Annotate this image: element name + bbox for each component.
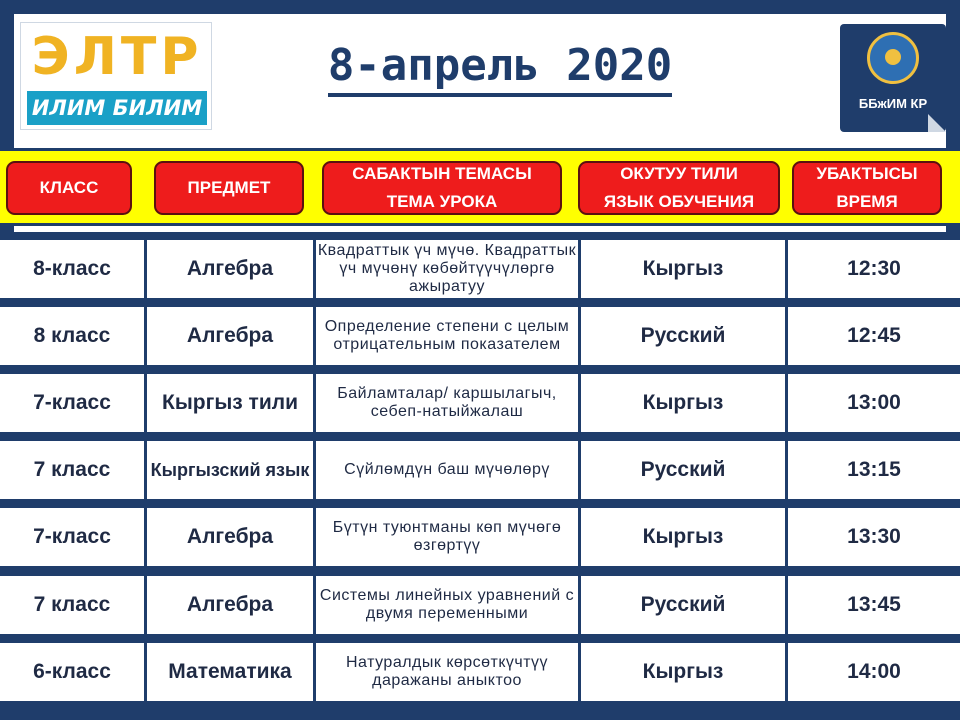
class-cell: 8 класс xyxy=(33,324,111,347)
column-header-label: ПРЕДМЕТ xyxy=(187,178,271,197)
subject-cell: Алгебра xyxy=(186,257,274,280)
topic-cell: Бүтүн туюнтманы көп мүчөгө өзгөртүү xyxy=(332,519,562,554)
table-row xyxy=(0,374,960,432)
column-header-language xyxy=(578,161,780,215)
column-header-label: ТЕМА УРОКА xyxy=(386,192,498,211)
column-header-label: САБАКТЫН ТЕМАСЫ xyxy=(352,164,532,183)
language-cell: Кыргыз xyxy=(642,391,724,414)
time-cell: 13:00 xyxy=(847,391,901,414)
subject-cell: Алгебра xyxy=(186,324,274,347)
time-cell: 12:45 xyxy=(847,324,901,347)
table-row xyxy=(0,307,960,365)
time-cell: 13:15 xyxy=(847,458,901,481)
column-header-time xyxy=(792,161,942,215)
column-header-label: УБАКТЫСЫ xyxy=(816,164,918,183)
subject-cell: Кыргыз тили xyxy=(162,391,298,414)
language-cell: Русский xyxy=(640,324,726,347)
row-divider xyxy=(0,633,960,643)
eltr-logo-text: ЭЛТР xyxy=(31,27,203,87)
column-header-label: ВРЕМЯ xyxy=(836,192,898,211)
topic-cell: Натуралдык көрсөткүчтүү даражаны аныктоо xyxy=(345,654,549,689)
subject-cell: Алгебра xyxy=(186,593,274,616)
row-divider xyxy=(0,297,960,307)
class-cell: 7 класс xyxy=(33,458,111,481)
topic-cell: Системы линейных уравнений с двумя переменными xyxy=(319,587,575,622)
class-cell: 7 класс xyxy=(33,593,111,616)
table-row xyxy=(0,643,960,701)
row-divider xyxy=(0,700,960,720)
time-cell: 12:30 xyxy=(847,257,901,280)
class-cell: 7-класс xyxy=(33,525,111,548)
page-title xyxy=(300,40,700,91)
ilim-bilim-label: ИЛИМ БИЛИМ xyxy=(27,91,207,125)
subject-cell: Кыргызский язык xyxy=(150,460,310,480)
table-row xyxy=(0,508,960,566)
time-cell: 14:00 xyxy=(847,660,901,683)
topic-cell: Определение степени с целым отрицательным показателем xyxy=(324,318,570,353)
topic-cell: Сүйлөмдүн баш мүчөлөрү xyxy=(344,461,550,478)
table-row xyxy=(0,441,960,499)
subject-cell: Алгебра xyxy=(186,525,274,548)
time-cell: 13:30 xyxy=(847,525,901,548)
column-header-label: КЛАСС xyxy=(39,178,99,197)
language-cell: Кыргыз xyxy=(642,660,724,683)
class-cell: 7-класс xyxy=(33,391,111,414)
column-header-subject xyxy=(154,161,304,215)
page-fold-icon xyxy=(928,114,946,132)
row-divider xyxy=(0,431,960,441)
table-row xyxy=(0,576,960,634)
ministry-logo xyxy=(840,24,946,132)
row-divider xyxy=(0,232,960,240)
ministry-logo-label: ББжИМ КР xyxy=(858,96,928,111)
language-cell: Русский xyxy=(640,458,726,481)
column-header-topic xyxy=(322,161,562,215)
language-cell: Кыргыз xyxy=(642,525,724,548)
table-row xyxy=(0,240,960,298)
page-title-text: 8-апрель 2020 xyxy=(328,40,672,97)
time-cell: 13:45 xyxy=(847,593,901,616)
eltr-logo xyxy=(20,22,212,130)
state-emblem-icon xyxy=(867,32,919,84)
language-cell: Русский xyxy=(640,593,726,616)
language-cell: Кыргыз xyxy=(642,257,724,280)
row-divider xyxy=(0,364,960,374)
column-header-label: ОКУТУУ ТИЛИ xyxy=(620,164,738,183)
subject-cell: Математика xyxy=(168,660,292,683)
topic-cell: Байламталар/ каршылагыч, себеп-натыйжалаш xyxy=(337,385,557,420)
column-header-band xyxy=(0,148,960,226)
topic-cell: Квадраттык үч мүчө. Квадраттык үч мүчөнү көбөйтүүчүлөргө ажыратуу xyxy=(317,242,577,295)
class-cell: 8-класс xyxy=(33,257,111,280)
column-header-label: ЯЗЫК ОБУЧЕНИЯ xyxy=(603,192,755,211)
row-divider xyxy=(0,498,960,508)
row-divider xyxy=(0,566,960,576)
column-header-class xyxy=(6,161,132,215)
class-cell: 6-класс xyxy=(33,660,111,683)
